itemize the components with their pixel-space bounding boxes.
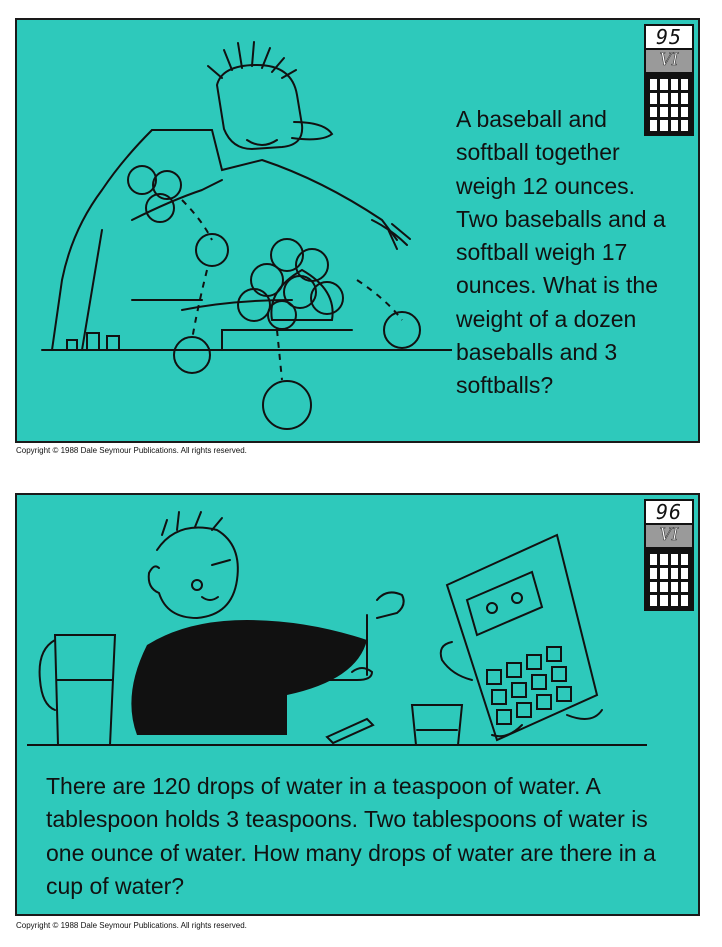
card-level: VI [644, 525, 694, 549]
baseball-juggler-illustration [32, 30, 452, 430]
copyright-notice: Copyright © 1988 Dale Seymour Publications. All rights reserved. [16, 446, 247, 455]
card-badge [644, 499, 694, 611]
question-text: A baseball and softball together weigh 12 ounces. Two baseballs and a softball weigh 17 ounces. What is the weight of a dozen baseballs and 3 softballs? [456, 106, 666, 399]
card-level: VI [644, 50, 694, 74]
problem-card-95 [15, 18, 700, 443]
problem-card-96 [15, 493, 700, 916]
card-number: 95 [644, 24, 694, 50]
question-text: There are 120 drops of water in a teaspoon of water. A tablespoon holds 3 teaspoons. Two tablespoons of water is one ounce of water. How many drops of water are there in a cup of water? [46, 773, 656, 899]
card-number: 96 [644, 499, 694, 525]
copyright-notice: Copyright © 1988 Dale Seymour Publications. All rights reserved. [16, 921, 247, 930]
water-measuring-illustration [27, 505, 647, 760]
calculator-keypad-icon [644, 549, 694, 611]
